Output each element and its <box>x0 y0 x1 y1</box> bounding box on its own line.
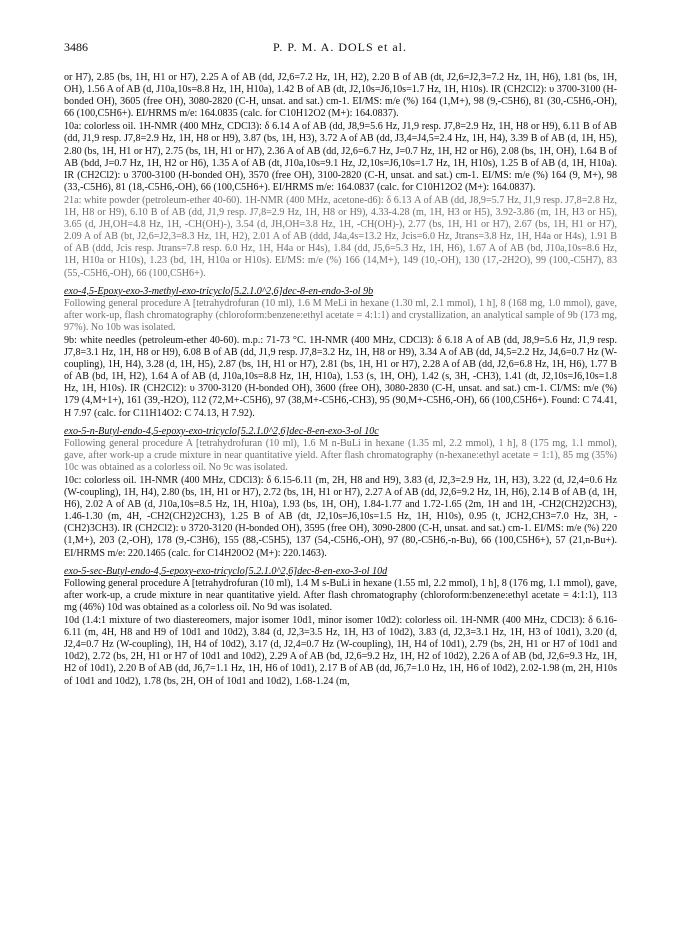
paragraph: or H7), 2.85 (bs, 1H, H1 or H7), 2.25 A of AB (dd, J2,6=7.2 Hz, 1H, H2), 2.20 B of AB (dt, J2,6=J2,3=7.2 Hz, 1H, H6), 1.81 (bs, 1H, OH), 1.56 A of AB (d, J10a,10s=8.8 Hz, 1H, H10a), 1.42 B of AB (dt, J2,10s=J6,10s=1.7 Hz, 1H, H10s). IR (CH2Cl2): υ 3700-3100 (H-bonded OH), 3605 (free OH), 3080-2820 (C-H, unsat. and sat.) cm-1. EI/MS: m/e (%) 164 (1,M+), 98 (9,-C5H6), 81 (30,-C5H6,-OH), 66 (100,C5H6+). EI/HRMS m/e: 164.0835 (calc. for C10H12O2 (M+): 164.0837). <box>64 72 617 120</box>
paragraph: 10c: colorless oil. 1H-NMR (400 MHz, CDCl3): δ 6.15-6.11 (m, 2H, H8 and H9), 3.83 (d, J2,3=2.9 Hz, 1H, H3), 3.22 (d, J2,4=0.6 Hz (W-coupling), 1H, H4), 2.80 (bs, 1H, H1 or H7), 2.72 (bs, 1H, H1 or H7), 2.27 A of AB (dd, J2,6=9.2 Hz, 1H, H6), 2.14 B of AB (d, 1H, H6), 2.02 A of AB (d, J10a,10s=8.5 Hz, 1H, H10a), 1.93 (bs, 1H, OH), 1.84-1.77 and 1.72-1.65 (2m, 1H and 1H, -CH2(CH2)2CH3), 1.46-1.30 (m, 4H, -CH2(CH2)2CH3), 1.25 B of AB (dt, J2,10s=J6,10s=1.5 Hz, 1H, H10s), 0.95 (t, JCH2,CH3=7.0 Hz, 3H, -(CH2)3CH3). IR (CH2Cl2): υ 3720-3120 (H-bonded OH), 3595 (free OH), 3090-2800 (C-H, unsat. and sat.) cm-1. EI/MS: m/e (%) 220 (1,M+), 203 (2,-OH), 178 (9,-C3H6), 155 (88,-C5H5), 137 (54,-C5H6,-OH), 97 (80,-C5H6,-n-Bu), 66 (100,C5H6+), 57 (21,n-Bu+). EI/HRMS m/e: 220.1465 (calc. for C14H20O2 (M+): 220.1463). <box>64 475 617 559</box>
paragraph: 10d (1.4:1 mixture of two diastereomers, major isomer 10d1, minor isomer 10d2): colorless oil. 1H-NMR (400 MHz, CDCl3): δ 6.16-6.11 (m, 4H, H8 and H9 of 10d1 and 10d2), 3.84 (d, J2,3=3.5 Hz, 1H, H3 of 10d2), 3.83 (d, J2,3=3.1 Hz, 1H, H3 of 10d1), 3.20 (d, J2,4=0.7 Hz (W-coupling), 1H, H4 of 10d2), 3.17 (d, J2,4=0.7 Hz (W-coupling), 1H, H4 of 10d1), 2.79 (bs, 2H, H1 or H7 of 10d1 and 10d2), 2.72 (bs, 2H, H1 or H7 of 10d1 and 10d2), 2.29 A of AB (bd, J2,6=9.2 Hz, 1H, H2 of 10d2), 2.26 A of AB (bd, J2,6=9.3 Hz, 1H, H2 of 10d1), 2.20 B of AB (dd, J6,7=1.1 Hz, 1H, H6 of 10d1), 2.17 B of AB (dd, J6,7=1.0 Hz, 1H, H6 of 10d2), 2.02-1.98 (m, 2H, H10s of 10d1 and 10d2), 1.78 (bs, 2H, OH of 10d1 and 10d2), 1.68-1.24 (m, <box>64 615 617 687</box>
page-number: 3486 <box>64 40 88 54</box>
page-header <box>64 40 616 58</box>
running-title: P. P. M. A. DOLS et al. <box>272 40 408 54</box>
paragraph: 10a: colorless oil. 1H-NMR (400 MHz, CDCl3): δ 6.14 A of AB (dd, J8,9=5.6 Hz, J1,9 resp. J7,8=2.9 Hz, 1H, H8 or H9), 6.11 B of AB (dd, J1,9 resp. J7,8=2.9 Hz, 1H, H8 or H9), 3.87 (bs, 1H, H3), 3.72 A of AB (dd, J3,4=J4,5=2.4 Hz, 1H, H4), 3.39 B of AB (d, 1H, H5), 2.80 (bs, 1H, H1 or H7), 2.75 (bs, 1H, H1 or H7), 2.36 A of AB (dd, J2,6=6.7 Hz, J=0.7 Hz, 1H, H2 or H6), 2.08 (bs, 1H, OH), 1.64 B of AB (bdd, J=0.7 Hz, 1H, H2 or H6), 1.35 A of AB (dt, J10a,10s=9.1 Hz, J2,10s=J6,10s=1.7 Hz, 1H, H10s), 1.25 B of AB (d, 1H, H10a). IR (CH2Cl2): υ 3700-3100 (H-bonded OH), 3570 (free OH), 3100-2820 (C-H, unsat. and sat.) cm-1. EI/MS: m/e (%) 164 (9, M+), 98 (33,-C5H6), 81 (18,-C5H6,-OH), 66 (100,C5H6+). EI/HRMS m/e: 164.0837 (calc. for C10H12O2 (M+): 164.0837). <box>64 121 617 193</box>
paragraph: 21a: white powder (petroleum-ether 40-60). 1H-NMR (400 MHz, acetone-d6): δ 6.13 A of AB (dd, J8,9=5.7 Hz, J1,9 resp. J7,8=2.8 Hz, 1H, H8 or H9), 6.10 B of AB (dd, J1,9 resp. J7,8=2.9 Hz, 1H, H8 or H9), 4.33-4.28 (m, 1H, H3 or H5), 3.92-3.86 (m, 1H, H3 or H5), 3.65 (d, JH,OH=4.8 Hz, 1H, -CH(OH)-), 3.54 (d, JH,OH=3.8 Hz, 1H, -CH(OH)-), 2.77 (bs, 1H, H1 or H7), 2.67 (bs, 1H, H1 or H7), 2.09 A of AB (bt, J2,6=J2,3=8.3 Hz, 1H, H2), 2.01 A of AB (ddd, J4a,4s=13.2 Hz, Jcis=6.0 Hz, Jtrans=3.8 Hz, 1H, H4a or H4s), 1.91 B of AB (ddd, Jcis resp. Jtrans=7.8 resp. 6.0 Hz, 1H, H4a or H4s), 1.84 (dd, J5,6=5.3 Hz, 1H, H6), 1.67 A of AB (bd, J10a,10s=8.6 Hz, 1H, H10a or H10s), 1.23 (bd, 1H, H10a or H10s). EI/MS: m/e (%) 166 (14,M+), 149 (10,-OH), 130 (17,-2H2O), 99 (100,-C5H7), 83 (55,-C5H6,-OH), 66 (100,C5H6+). <box>64 194 617 279</box>
paragraph: Following general procedure A [tetrahydrofuran (10 ml), 1.6 M n-BuLi in hexane (1.35 ml, 2.2 mmol), 1 h], 8 (175 mg, 1.1 mmol), gave, after work-up a crude mixture in near quantitative yield. After flash chromatography (n-hexane:ethyl acetate = 1:1), 85 mg (35%) 10c was obtained as a colorless oil. No 9c was isolated. <box>64 437 617 473</box>
section-title: exo-5-n-Butyl-endo-4,5-epoxy-exo-tricyclo[5.2.1.0^2,6]dec-8-en-exo-3-ol 10c <box>64 425 379 437</box>
paragraph: Following general procedure A [tetrahydrofuran (10 ml), 1.6 M MeLi in hexane (1.30 ml, 2.1 mmol), 1 h], 8 (168 mg, 1.0 mmol), gave, after work-up, flash chromatography (chloroform:benzene:ethyl acetate = 4:1:1) and crystallization, an analytical sample of 9b (173 mg, 97%). No 10b was isolated. <box>64 297 617 333</box>
body-text <box>64 72 617 689</box>
section-title: exo-4,5-Epoxy-exo-3-methyl-exo-tricyclo[5.2.1.0^2,6]dec-8-en-endo-3-ol 9b <box>64 285 374 297</box>
section-title: exo-5-sec-Butyl-endo-4,5-epoxy-exo-tricyclo[5.2.1.0^2,6]dec-8-en-exo-3-ol 10d <box>64 565 388 577</box>
paragraph: 9b: white needles (petroleum-ether 40-60). m.p.: 71-73 °C. 1H-NMR (400 MHz, CDCl3): δ 6.18 A of AB (dd, J8,9=5.6 Hz, J1,9 resp. J7,8=3.1 Hz, 1H, H8 or H9), 6.08 B of AB (dd, J1,9 resp. J7,8=3.2 Hz, 1H, H8 or H9), 3.34 A of AB (dd, J4,5=2.2 Hz, J4,6=0.7 Hz (W-coupling), 1H, H4), 3.28 (d, 1H, H5), 2.87 (bs, 1H, H1 or H7), 2.81 (bs, 1H, H1 or H7), 2.28 A of AB (dd, J2,6=6.8 Hz, 1H, H6), 1.77 B of AB (bd, 1H, H2), 1.64 A of AB (d, J10a,10s=8.8 Hz, 1H, H10a), 1.53 (s, 1H, OH), 1.42 (s, 3H, -CH3), 1.41 (dt, J2,10s=J6,10s=1.8 Hz, 1H, H10s). IR (CH2Cl2): υ 3700-3120 (H-bonded OH), 3600 (free OH), 3080-2830 (C-H, unsat. and sat.) cm-1. CI/MS: m/e (%) 179 (4,M+1+), 161 (39,-H2O), 112 (72,M+-C5H6), 97 (38,M+-C5H6,-CH3), 95 (90,M+-C5H6,-OH), 66 (100,C5H6+). Found: C 74.41, H 7.97 (calc. for C11H14O2: C 74.13, H 7.92). <box>64 334 617 419</box>
paragraph: Following general procedure A [tetrahydrofuran (10 ml), 1.4 M s-BuLi in hexane (1.55 ml, 2.2 mmol), 1 h], 8 (176 mg, 1.1 mmol), gave, after work-up, a crude mixture in near quantitative yield. After flash chromatography (chloroform:benzene:ethyl acetate = 4:1:1), 113 mg (46%) 10d was obtained as a colorless oil. No 9d was isolated. <box>64 577 617 613</box>
